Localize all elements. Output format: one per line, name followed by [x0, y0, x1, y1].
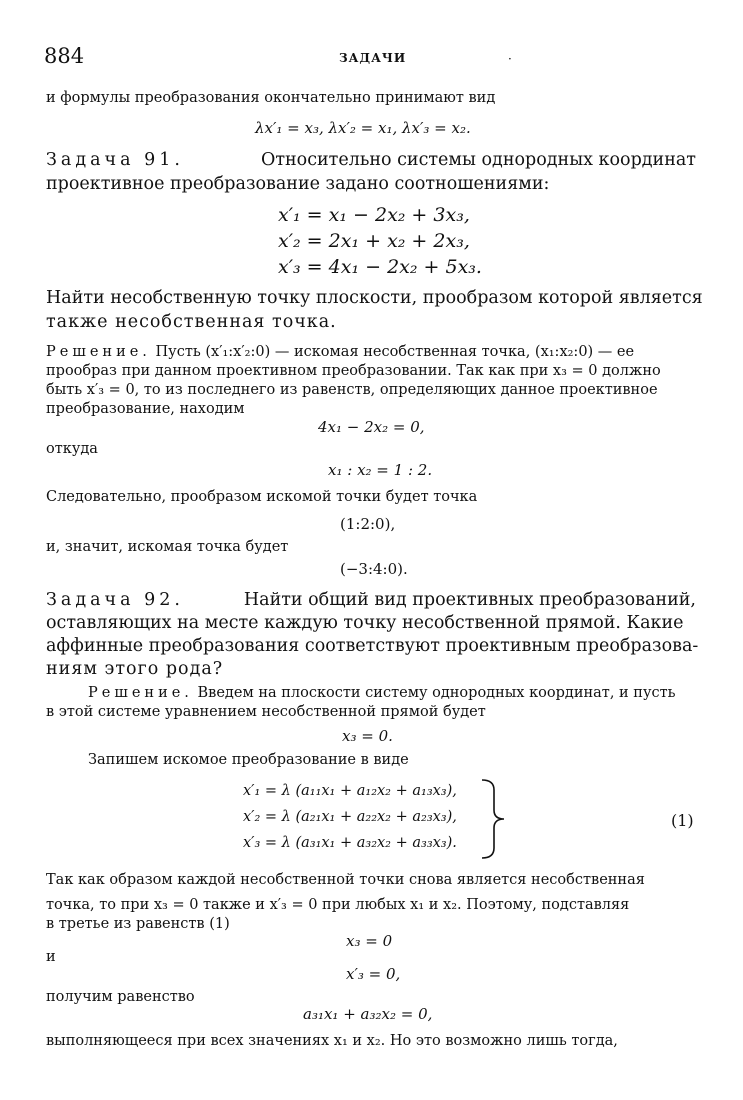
problem-91-text-3-content: Найти несобственную точку плоскости, прообразом которой является: [46, 288, 703, 308]
solution-92-line-6: в третье из равенств (1): [46, 916, 230, 932]
solution-92-line-5: точка, то при x₃ = 0 также и x′₃ = 0 при любых x₁ и x₂. Поэтому, подставляя: [46, 897, 630, 913]
problem-91-text-2: проективное преобразование задано соотношениями:: [46, 174, 550, 194]
solution-91-line-5: Следовательно, прообразом искомой точки будет точка: [46, 489, 478, 505]
header-mark: ·: [508, 52, 512, 66]
equation-solution-2: x₁ : x₂ = 1 : 2.: [328, 461, 433, 479]
equation-92-row-1: x′₁ = λ (a₁₁x₁ + a₁₂x₂ + a₁₃x₃),: [243, 783, 457, 799]
equation-solution-1: 4x₁ − 2x₂ = 0,: [318, 418, 425, 436]
problem-92-text-2: оставляющих на месте каждую точку несобственной прямой. Какие: [46, 613, 684, 633]
solution-91-text-1: Пусть (x′₁:x′₂:0) — искомая несобственная точка, (x₁:x₂:0) — ее: [155, 344, 635, 360]
problem-91-text-3: [46, 288, 703, 308]
equation-92-line-at-infinity: x₃ = 0.: [342, 727, 393, 745]
word-otkuda: откуда: [46, 441, 98, 457]
equation-92-row-2: x′₂ = λ (a₂₁x₁ + a₂₂x₂ + a₂₃x₃),: [243, 809, 457, 825]
equation-92-result: a₃₁x₁ + a₃₂x₂ = 0,: [303, 1005, 433, 1023]
solution-92-text-1: Введем на плоскости систему однородных координат, и пусть: [197, 685, 676, 701]
problem-92-text-3: аффинные преобразования соответствуют проективным преобразова-: [46, 636, 699, 656]
problem-92-first-line: [46, 590, 696, 610]
solution-91-line-6: и, значит, искомая точка будет: [46, 539, 289, 555]
solution-92-line-4: Так как образом каждой несобственной точки снова является несобственная: [46, 872, 645, 888]
solution-92-line-1: [88, 685, 696, 701]
equation-number: (1): [671, 811, 694, 830]
solution-91-line-2: прообраз при данном проективном преобразовании. Так как при x₃ = 0 должно: [46, 363, 661, 379]
page-number: 884: [44, 44, 85, 68]
solution-92-line-8: выполняющееся при всех значениях x₁ и x₂. Но это возможно лишь тогда,: [46, 1033, 618, 1049]
equation-solution-3: (1:2:0),: [340, 515, 396, 533]
problem-91-first-line: [46, 150, 696, 170]
word-i: и: [46, 949, 56, 965]
intro-line: и формулы преобразования окончательно принимают вид: [46, 90, 496, 106]
equation-91-row-2: x′₂ = 2x₁ + x₂ + 2x₃,: [278, 230, 470, 252]
equation-92-x3prime-zero: x′₃ = 0,: [346, 965, 401, 983]
equation-92-row-3: x′₃ = λ (a₃₁x₁ + a₃₂x₂ + a₃₃x₃).: [243, 835, 457, 851]
problem-92-label: Задача 92.: [46, 590, 184, 610]
equation-92-x3-zero: x₃ = 0: [346, 932, 393, 950]
running-title: ЗАДАЧИ: [339, 51, 407, 65]
solution-91-line-1: [46, 344, 696, 360]
right-brace-icon: [478, 778, 516, 860]
solution-92-line-2: в этой системе уравнением несобственной прямой будет: [46, 704, 486, 720]
solution-91-line-3: быть x′₃ = 0, то из последнего из равенств, определяющих данное проективное: [46, 382, 658, 398]
problem-91-label: Задача 91.: [46, 150, 184, 170]
problem-92-text-4: ниям этого рода?: [46, 659, 224, 679]
solution-92-line-3: Запишем искомое преобразование в виде: [88, 752, 409, 768]
equation-transform-final: λx′₁ = x₃, λx′₂ = x₁, λx′₃ = x₂.: [255, 119, 471, 137]
solution-92-line-7: получим равенство: [46, 989, 195, 1005]
problem-91-text-4: также несобственная точка.: [46, 312, 337, 332]
equation-solution-4: (−3:4:0).: [340, 560, 408, 578]
equation-91-row-3: x′₃ = 4x₁ − 2x₂ + 5x₃.: [278, 256, 482, 278]
problem-91-text-1: Относительно системы однородных координат: [260, 150, 696, 170]
equation-91-row-1: x′₁ = x₁ − 2x₂ + 3x₃,: [278, 204, 470, 226]
solution-92-label: Решение.: [88, 685, 193, 701]
solution-91-line-4: преобразование, находим: [46, 401, 245, 417]
problem-92-text-1: Найти общий вид проективных преобразований,: [243, 590, 696, 610]
solution-91-label: Решение.: [46, 344, 151, 360]
